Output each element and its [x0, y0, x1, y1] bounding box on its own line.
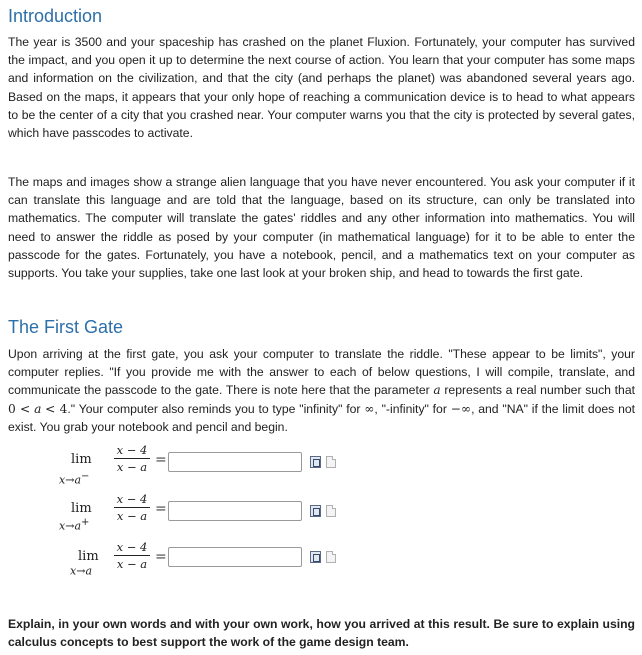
- lim-operator: lim: [78, 549, 99, 564]
- preview-icon[interactable]: [310, 505, 321, 517]
- limit-fraction: x − 4 x − a: [114, 443, 150, 474]
- equals-sign: =: [155, 549, 167, 565]
- gate-text-d: , "-infinity" for: [374, 401, 451, 416]
- infinity-symbol: ∞: [364, 401, 375, 416]
- param-a: a: [433, 383, 441, 398]
- limit-question-1: [8, 443, 635, 487]
- answer-input-2[interactable]: [168, 501, 302, 521]
- gate-text-a: Upon arriving at the first gate, you ask your computer to translate the riddle. "These appear to be limits", your computer replies. "If you provide me with the answer to each of below questions, I will compile, translate, and communicate the passcode to the gate. There is note here that the parameter: [8, 347, 635, 398]
- equals-sign: =: [155, 452, 167, 468]
- gate-text-b: represents a real number such that: [440, 383, 635, 398]
- equals-sign: =: [155, 501, 167, 517]
- section-heading-introduction: Introduction: [8, 6, 103, 26]
- lim-subscript: x→a+: [59, 517, 90, 533]
- lim-operator: lim: [71, 501, 92, 516]
- help-page-icon[interactable]: [326, 505, 336, 517]
- section-heading-first-gate: The First Gate: [8, 317, 124, 337]
- closing-instructions: Explain, in your own words and with your own work, how you arrived at this result. Be sure to explain using calculus concepts to best support the work of the game design team.: [8, 617, 635, 650]
- intro-paragraph-1: The year is 3500 and your spaceship has crashed on the planet Fluxion. Fortunately, your computer has survived the impact, and you open it up to determine the next course of action. You learn that your computer has some maps and information on the civilization, and that the city (and perhaps the planet) was abandoned several years ago. Based on the maps, it appears that your only hope of reaching a communication device is to head to what appears to be the center of a city that you crashed near. Your computer warns you that the city is protected by several gates, which have passcodes to activate.: [8, 35, 635, 141]
- preview-icon[interactable]: [310, 551, 321, 563]
- limit-fraction: x − 4 x − a: [114, 492, 150, 523]
- ineq-left: 0 <: [8, 401, 31, 416]
- intro-paragraph-2: The maps and images show a strange alien language that you have never encountered. You ask your computer if it can translate this language and are told that the language, based on its structure, can only be translated into mathematics. The computer will translate the gates' riddles and any other information into mathematics. You will need to answer the riddle as posed by your computer (in mathematical language) for it to be able to enter the passcode for the gates. Fortunately, you have a notebook, pencil, and a mathematics text on your computer as supports. You take your supplies, take one last look at your broken ship, and head to towards the first gate.: [8, 175, 635, 281]
- neg-infinity-symbol: −∞: [450, 401, 472, 416]
- ineq-var: a: [34, 401, 42, 416]
- lim-operator: lim: [71, 452, 92, 467]
- answer-input-3[interactable]: [168, 547, 302, 567]
- answer-input-1[interactable]: [168, 452, 302, 472]
- gate-text-c: ." Your computer also reminds you to type "infinity" for: [67, 401, 365, 416]
- limit-question-2: [8, 492, 635, 532]
- preview-icon[interactable]: [310, 456, 321, 468]
- lim-subscript: x→a: [70, 564, 92, 578]
- gate-text-e: , and "NA" if the limit does not exist. You grab your notebook and pencil and begin.: [8, 401, 636, 434]
- ineq-right: < 4: [45, 401, 68, 416]
- limit-question-3: [8, 540, 635, 580]
- gate-paragraph: [8, 345, 635, 436]
- help-page-icon[interactable]: [326, 551, 336, 563]
- help-page-icon[interactable]: [326, 456, 336, 468]
- lim-subscript: x→a−: [59, 471, 90, 487]
- limit-fraction: x − 4 x − a: [114, 540, 150, 571]
